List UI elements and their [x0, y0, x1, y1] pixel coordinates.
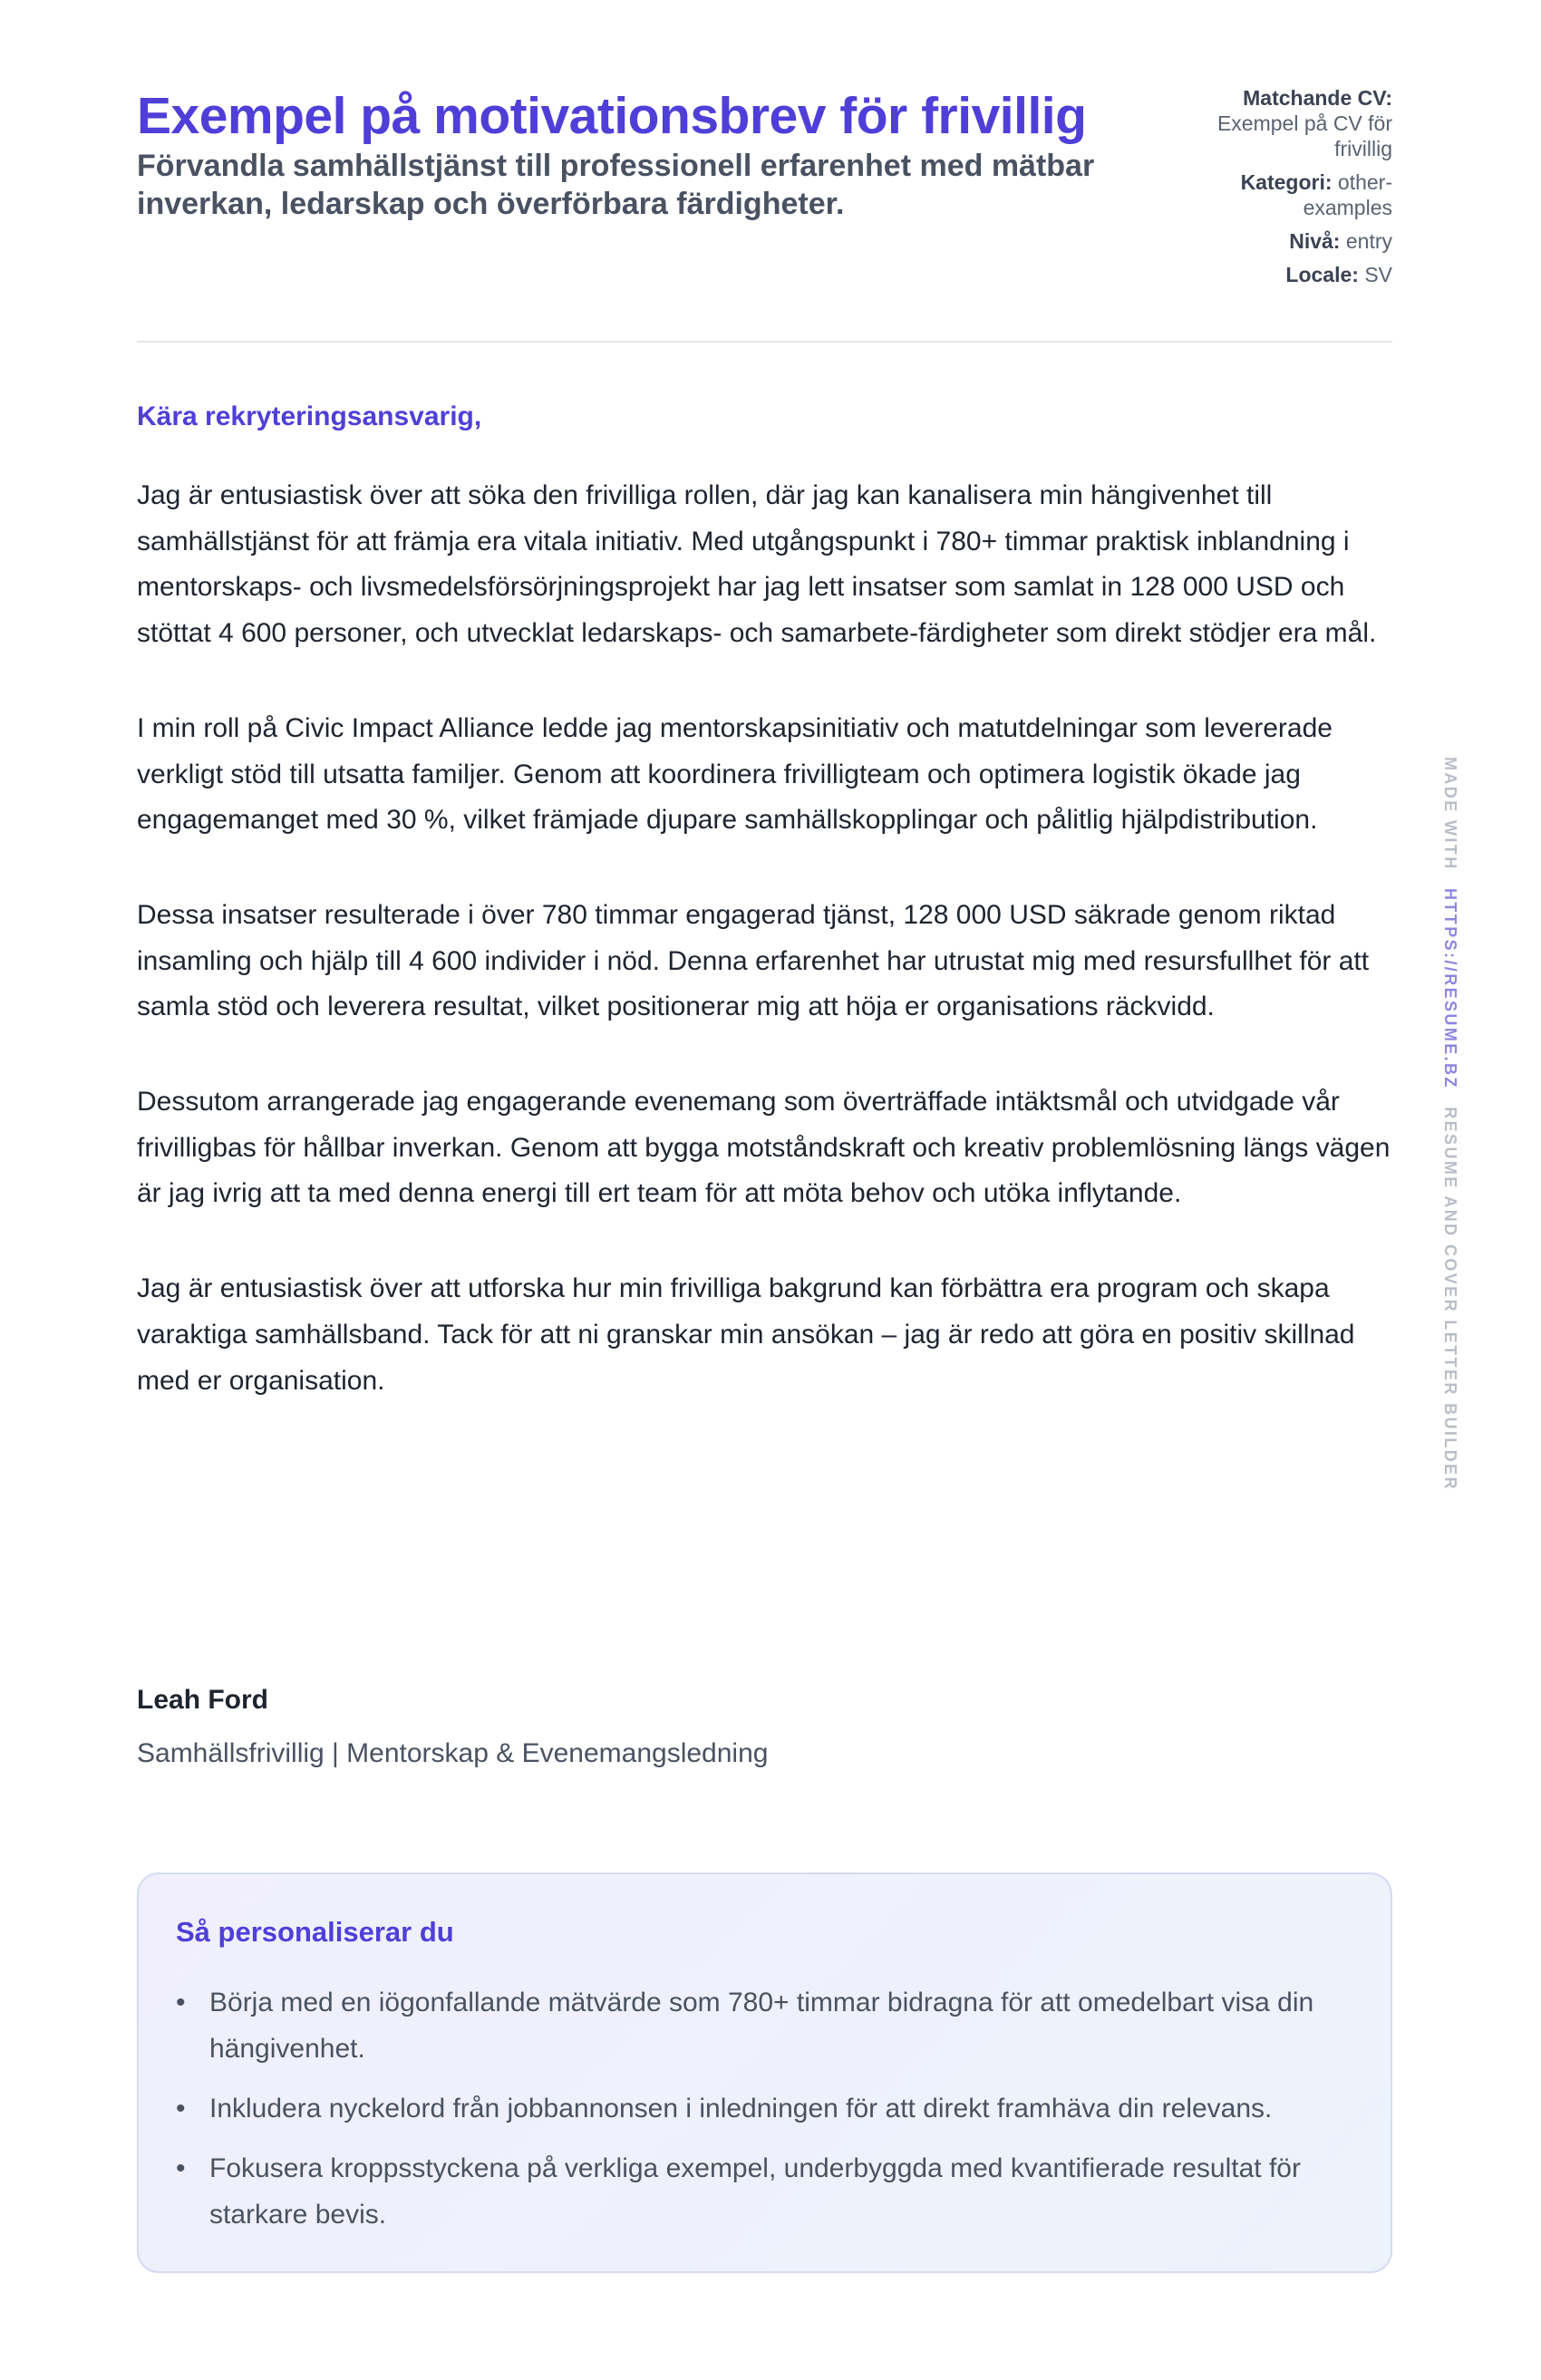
page-subtitle: Förvandla samhällstjänst till professionell erfarenhet med mätbar inverkan, ledarskap och överförbara färdigheter.: [137, 149, 1095, 221]
meta-level: [1184, 228, 1392, 254]
meta-category-label: Kategori:: [1240, 170, 1333, 194]
bullet-icon: •: [176, 2153, 186, 2183]
meta-level-value: entry: [1345, 229, 1392, 253]
meta-matching-cv-value: Exempel på CV för frivillig: [1216, 111, 1392, 160]
meta-category-value: other-examples: [1303, 170, 1392, 219]
tip-text: Börja med en iögonfallande mätvärde som 780+ timmar bidragna för att omedelbart visa din hängivenhet.: [209, 1988, 1314, 2064]
watermark-vertical: [1440, 757, 1460, 1491]
signature-name: Leah Ford: [137, 1685, 269, 1715]
meta-locale-value: SV: [1364, 263, 1392, 286]
watermark-prefix: MADE WITH: [1441, 757, 1459, 871]
list-item: [176, 2085, 1354, 2132]
personalization-tips-box: [137, 1872, 1392, 2273]
watermark-suffix: RESUME AND COVER LETTER BUILDER: [1441, 1107, 1459, 1491]
meta-category: [1184, 169, 1392, 220]
bullet-icon: •: [176, 1988, 186, 2017]
cover-letter-page: [137, 0, 1392, 2230]
watermark-link[interactable]: HTTPS://RESUME.BZ: [1441, 888, 1459, 1089]
letter-greeting: Kära rekryteringsansvarig,: [137, 402, 482, 431]
page-title: Exempel på motivationsbrev för frivillig: [137, 87, 1087, 145]
letter-paragraph: Jag är entusiastisk över att utforska hur min frivilliga bakgrund kan förbättra era program och skapa varaktiga samhällsband. Tack för att ni granskar min ansökan – jag är redo att göra en positiv skillnad med er organisation.: [137, 1273, 1355, 1396]
meta-panel: [1184, 85, 1392, 295]
meta-locale-label: Locale:: [1285, 263, 1359, 286]
meta-matching-cv-label: Matchande CV:: [1243, 86, 1392, 110]
letter-paragraph: Dessutom arrangerade jag engagerande evenemang som överträffade intäktsmål och utvidgade vår frivilligbas för hållbar inverkan. Genom att bygga motståndskraft och kreativ problemlösning längs vägen är jag ivrig att ta med denna energi till ert team för att möta behov och utöka inflytande.: [137, 1087, 1391, 1209]
bullet-icon: •: [176, 2094, 186, 2124]
tip-text: Fokusera kroppsstyckena på verkliga exempel, underbyggda med kvantifierade resultat för starkare bevis.: [209, 2153, 1301, 2230]
letter-paragraph: Jag är entusiastisk över att söka den frivilliga rollen, där jag kan kanalisera min hängivenhet till samhällstjänst för att främja era vitala initiativ. Med utgångspunkt i 780+ timmar praktisk inblandning i mentorskaps- och livsmedelsförsörjningsprojekt har jag lett insatser som samlat in 128 000 USD och stöttat 4 600 personer, och utvecklat ledarskaps- och samarbete-färdigheter som direkt stödjer era mål.: [137, 480, 1377, 649]
page-header: [137, 0, 1392, 343]
letter-paragraph: I min roll på Civic Impact Alliance ledde jag mentorskapsinitiativ och matutdelningar som levererade verkligt stöd till utsatta familjer. Genom att koordinera frivilligteam och optimera logistik ökade jag engagemanget med 30 %, vilket främjade djupare samhällskopplingar och pålitlig hjälpdistribution.: [137, 712, 1333, 836]
signature-title: Samhällsfrivillig | Mentorskap & Evenemangsledning: [137, 1738, 769, 1768]
list-item: [176, 1979, 1354, 2072]
letter-paragraph: Dessa insatser resulterade i över 780 timmar engagerad tjänst, 128 000 USD säkrade genom riktad insamling och hjälp till 4 600 individer i nöd. Denna erfarenhet har utrustat mig med resursfullhet för att samla stöd och leverera resultat, vilket positionerar mig att höja er organisations räckvidd.: [137, 899, 1370, 1022]
tips-title: Så personaliserar du: [176, 1916, 454, 1948]
meta-locale: [1184, 262, 1392, 287]
tips-list: [176, 1979, 1354, 2251]
letter-body: [137, 473, 1392, 1453]
meta-level-label: Nivå:: [1289, 229, 1341, 253]
meta-matching-cv: [1184, 85, 1392, 161]
tip-text: Inkludera nyckelord från jobbannonsen i inledningen för att direkt framhäva din relevans.: [209, 2094, 1273, 2124]
list-item: [176, 2145, 1354, 2238]
